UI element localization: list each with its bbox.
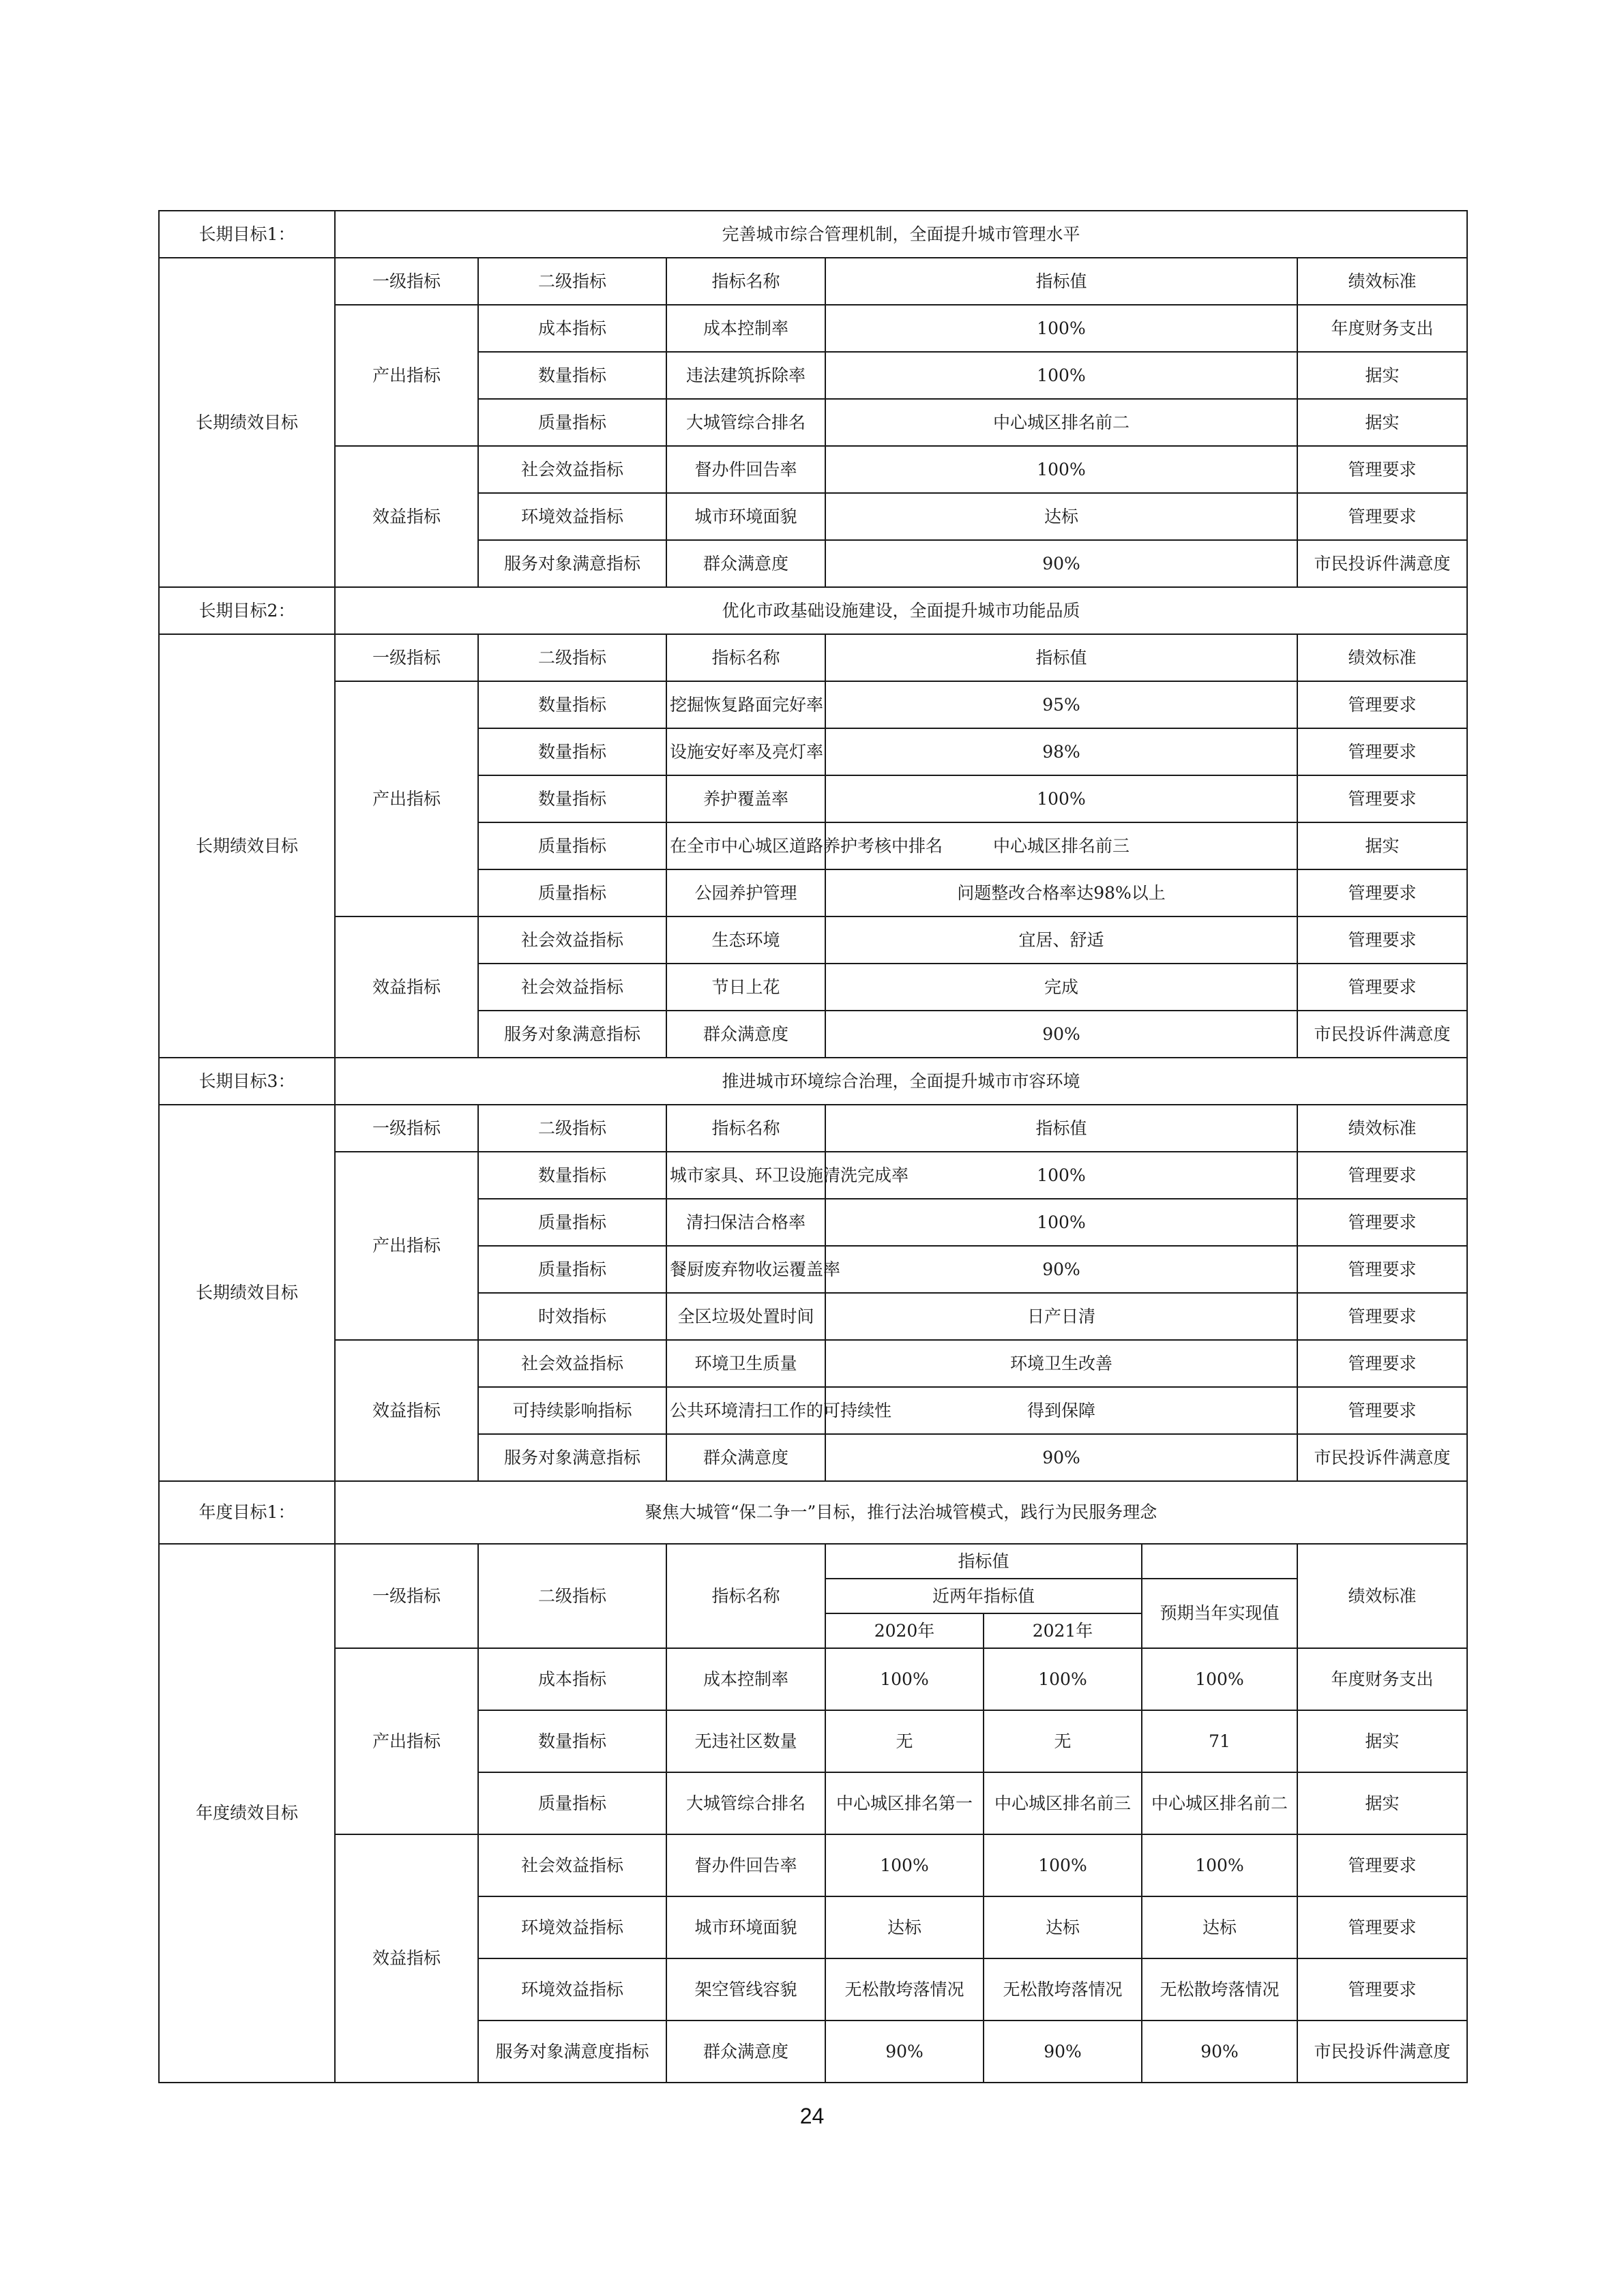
indicator-name: 大城管综合排名 bbox=[666, 399, 825, 446]
header-blank bbox=[1142, 1544, 1297, 1579]
indicator-value: 100% bbox=[825, 1199, 1297, 1246]
indicator-name: 在全市中心城区道路养护考核中排名 bbox=[666, 822, 825, 869]
header-name: 指标名称 bbox=[666, 1544, 825, 1648]
value-2020: 100% bbox=[825, 1648, 984, 1710]
level2-indicator: 社会效益指标 bbox=[478, 964, 666, 1011]
indicator-row bbox=[159, 1152, 1467, 1199]
level2-indicator: 服务对象满意指标 bbox=[478, 540, 666, 587]
value-2020: 达标 bbox=[825, 1896, 984, 1958]
indicator-name: 督办件回告率 bbox=[666, 1834, 825, 1896]
performance-standard: 年度财务支出 bbox=[1297, 1648, 1467, 1710]
goal-label: 长期目标2： bbox=[159, 587, 335, 634]
performance-standard: 管理要求 bbox=[1297, 1293, 1467, 1340]
indicator-name: 督办件回告率 bbox=[666, 446, 825, 493]
performance-standard: 管理要求 bbox=[1297, 916, 1467, 964]
page-number: 24 bbox=[799, 2104, 825, 2128]
category-label: 年度绩效目标 bbox=[159, 1544, 335, 2083]
header-level1: 一级指标 bbox=[335, 258, 478, 305]
level2-indicator: 社会效益指标 bbox=[478, 916, 666, 964]
performance-standard: 市民投诉件满意度 bbox=[1297, 2021, 1467, 2083]
performance-standard: 管理要求 bbox=[1297, 1387, 1467, 1434]
level2-indicator: 质量指标 bbox=[478, 1772, 666, 1834]
indicator-value: 中心城区排名前三 bbox=[825, 822, 1297, 869]
performance-standard: 管理要求 bbox=[1297, 728, 1467, 775]
indicator-value: 90% bbox=[825, 1434, 1297, 1481]
performance-standard: 管理要求 bbox=[1297, 1340, 1467, 1387]
indicator-row bbox=[159, 681, 1467, 728]
indicator-name: 无违社区数量 bbox=[666, 1710, 825, 1772]
level2-indicator: 服务对象满意指标 bbox=[478, 1434, 666, 1481]
value-2020: 100% bbox=[825, 1834, 984, 1896]
value-2021: 中心城区排名前三 bbox=[984, 1772, 1142, 1834]
indicator-name: 挖掘恢复路面完好率 bbox=[666, 681, 825, 728]
indicator-value: 100% bbox=[825, 352, 1297, 399]
indicator-name: 城市环境面貌 bbox=[666, 493, 825, 540]
performance-standard: 据实 bbox=[1297, 352, 1467, 399]
performance-standard: 管理要求 bbox=[1297, 1199, 1467, 1246]
indicator-name: 群众满意度 bbox=[666, 1434, 825, 1481]
level2-indicator: 质量指标 bbox=[478, 869, 666, 916]
header-level2: 二级指标 bbox=[478, 1544, 666, 1648]
value-2020: 无 bbox=[825, 1710, 984, 1772]
indicator-name: 违法建筑拆除率 bbox=[666, 352, 825, 399]
indicator-name: 环境卫生质量 bbox=[666, 1340, 825, 1387]
indicator-name: 群众满意度 bbox=[666, 540, 825, 587]
header-value: 指标值 bbox=[825, 634, 1297, 681]
indicator-row bbox=[159, 305, 1467, 352]
performance-goals-table bbox=[158, 210, 1468, 2083]
category-label: 长期绩效目标 bbox=[159, 634, 335, 1058]
goal-text: 完善城市综合管理机制，全面提升城市管理水平 bbox=[335, 211, 1467, 258]
value-expected: 无松散垮落情况 bbox=[1142, 1958, 1297, 2021]
value-2020: 中心城区排名第一 bbox=[825, 1772, 984, 1834]
category-label: 长期绩效目标 bbox=[159, 258, 335, 587]
goal-label: 长期目标3： bbox=[159, 1058, 335, 1105]
goal-text: 优化市政基础设施建设，全面提升城市功能品质 bbox=[335, 587, 1467, 634]
performance-standard: 市民投诉件满意度 bbox=[1297, 540, 1467, 587]
performance-standard: 管理要求 bbox=[1297, 681, 1467, 728]
indicator-value: 完成 bbox=[825, 964, 1297, 1011]
indicator-value: 95% bbox=[825, 681, 1297, 728]
header-expected: 预期当年实现值 bbox=[1142, 1579, 1297, 1648]
level2-indicator: 数量指标 bbox=[478, 775, 666, 822]
performance-standard: 年度财务支出 bbox=[1297, 305, 1467, 352]
indicator-row bbox=[159, 1648, 1467, 1710]
indicator-value: 90% bbox=[825, 1246, 1297, 1293]
level1-indicator: 效益指标 bbox=[335, 916, 478, 1058]
performance-standard: 管理要求 bbox=[1297, 775, 1467, 822]
indicator-name: 架空管线容貌 bbox=[666, 1958, 825, 2021]
level2-indicator: 数量指标 bbox=[478, 1152, 666, 1199]
header-standard: 绩效标准 bbox=[1297, 1105, 1467, 1152]
header-value: 指标值 bbox=[825, 1105, 1297, 1152]
level2-indicator: 社会效益指标 bbox=[478, 446, 666, 493]
indicator-value: 100% bbox=[825, 446, 1297, 493]
performance-standard: 管理要求 bbox=[1297, 869, 1467, 916]
level2-indicator: 可持续影响指标 bbox=[478, 1387, 666, 1434]
value-2020: 无松散垮落情况 bbox=[825, 1958, 984, 2021]
level2-indicator: 环境效益指标 bbox=[478, 1958, 666, 2021]
header-row bbox=[159, 1105, 1467, 1152]
value-2021: 100% bbox=[984, 1648, 1142, 1710]
performance-standard: 管理要求 bbox=[1297, 493, 1467, 540]
indicator-name: 群众满意度 bbox=[666, 2021, 825, 2083]
header-standard: 绩效标准 bbox=[1297, 634, 1467, 681]
header-name: 指标名称 bbox=[666, 258, 825, 305]
value-expected: 达标 bbox=[1142, 1896, 1297, 1958]
performance-standard: 据实 bbox=[1297, 822, 1467, 869]
level2-indicator: 成本指标 bbox=[478, 305, 666, 352]
performance-standard: 管理要求 bbox=[1297, 1958, 1467, 2021]
performance-standard: 据实 bbox=[1297, 1772, 1467, 1834]
indicator-name: 城市家具、环卫设施清洗完成率 bbox=[666, 1152, 825, 1199]
indicator-value: 100% bbox=[825, 775, 1297, 822]
indicator-name: 成本控制率 bbox=[666, 1648, 825, 1710]
level2-indicator: 成本指标 bbox=[478, 1648, 666, 1710]
indicator-name: 大城管综合排名 bbox=[666, 1772, 825, 1834]
level2-indicator: 数量指标 bbox=[478, 728, 666, 775]
header-row bbox=[159, 634, 1467, 681]
level1-indicator: 产出指标 bbox=[335, 681, 478, 916]
indicator-name: 节日上花 bbox=[666, 964, 825, 1011]
indicator-row bbox=[159, 1834, 1467, 1896]
indicator-value: 中心城区排名前二 bbox=[825, 399, 1297, 446]
header-level1: 一级指标 bbox=[335, 1105, 478, 1152]
indicator-row bbox=[159, 1340, 1467, 1387]
value-expected: 100% bbox=[1142, 1834, 1297, 1896]
level2-indicator: 质量指标 bbox=[478, 1199, 666, 1246]
header-standard: 绩效标准 bbox=[1297, 1544, 1467, 1648]
performance-standard: 市民投诉件满意度 bbox=[1297, 1011, 1467, 1058]
value-2021: 无松散垮落情况 bbox=[984, 1958, 1142, 2021]
performance-standard: 管理要求 bbox=[1297, 446, 1467, 493]
performance-standard: 市民投诉件满意度 bbox=[1297, 1434, 1467, 1481]
header-name: 指标名称 bbox=[666, 1105, 825, 1152]
header-value: 指标值 bbox=[825, 258, 1297, 305]
indicator-name: 养护覆盖率 bbox=[666, 775, 825, 822]
level2-indicator: 社会效益指标 bbox=[478, 1834, 666, 1896]
level2-indicator: 数量指标 bbox=[478, 352, 666, 399]
performance-standard: 管理要求 bbox=[1297, 1152, 1467, 1199]
level1-indicator: 产出指标 bbox=[335, 1152, 478, 1340]
indicator-name: 城市环境面貌 bbox=[666, 1896, 825, 1958]
indicator-name: 公园养护管理 bbox=[666, 869, 825, 916]
value-expected: 71 bbox=[1142, 1710, 1297, 1772]
level1-indicator: 效益指标 bbox=[335, 1834, 478, 2083]
performance-standard: 据实 bbox=[1297, 399, 1467, 446]
goal-label: 年度目标1： bbox=[159, 1481, 335, 1544]
indicator-value: 90% bbox=[825, 540, 1297, 587]
level2-indicator: 社会效益指标 bbox=[478, 1340, 666, 1387]
header-level2: 二级指标 bbox=[478, 1105, 666, 1152]
indicator-name: 餐厨废弃物收运覆盖率 bbox=[666, 1246, 825, 1293]
level2-indicator: 数量指标 bbox=[478, 681, 666, 728]
indicator-name: 公共环境清扫工作的可持续性 bbox=[666, 1387, 825, 1434]
value-2021: 达标 bbox=[984, 1896, 1142, 1958]
level2-indicator: 服务对象满意度指标 bbox=[478, 2021, 666, 2083]
indicator-value: 100% bbox=[825, 1152, 1297, 1199]
goal-text: 聚焦大城管“保二争一”目标，推行法治城管模式，践行为民服务理念 bbox=[335, 1481, 1467, 1544]
indicator-row bbox=[159, 916, 1467, 964]
value-2020: 90% bbox=[825, 2021, 984, 2083]
performance-standard: 据实 bbox=[1297, 1710, 1467, 1772]
goal-label: 长期目标1： bbox=[159, 211, 335, 258]
value-expected: 90% bbox=[1142, 2021, 1297, 2083]
indicator-name: 全区垃圾处置时间 bbox=[666, 1293, 825, 1340]
indicator-name: 清扫保洁合格率 bbox=[666, 1199, 825, 1246]
indicator-value: 日产日清 bbox=[825, 1293, 1297, 1340]
goal-row bbox=[159, 1058, 1467, 1105]
performance-standard: 管理要求 bbox=[1297, 1834, 1467, 1896]
value-expected: 100% bbox=[1142, 1648, 1297, 1710]
header-value-group: 指标值 bbox=[825, 1544, 1142, 1579]
indicator-name: 设施安好率及亮灯率 bbox=[666, 728, 825, 775]
level2-indicator: 环境效益指标 bbox=[478, 1896, 666, 1958]
header-recent-years: 近两年指标值 bbox=[825, 1579, 1142, 1613]
indicator-value: 宜居、舒适 bbox=[825, 916, 1297, 964]
header-level2: 二级指标 bbox=[478, 634, 666, 681]
indicator-value: 得到保障 bbox=[825, 1387, 1297, 1434]
level2-indicator: 质量指标 bbox=[478, 399, 666, 446]
performance-standard: 管理要求 bbox=[1297, 1896, 1467, 1958]
value-2021: 无 bbox=[984, 1710, 1142, 1772]
goal-row bbox=[159, 587, 1467, 634]
goal-text: 推进城市环境综合治理，全面提升城市市容环境 bbox=[335, 1058, 1467, 1105]
value-2021: 90% bbox=[984, 2021, 1142, 2083]
header-year-2021: 2021年 bbox=[984, 1613, 1142, 1648]
indicator-row bbox=[159, 446, 1467, 493]
indicator-value: 环境卫生改善 bbox=[825, 1340, 1297, 1387]
level2-indicator: 时效指标 bbox=[478, 1293, 666, 1340]
indicator-value: 达标 bbox=[825, 493, 1297, 540]
indicator-name: 群众满意度 bbox=[666, 1011, 825, 1058]
header-row bbox=[159, 258, 1467, 305]
indicator-value: 98% bbox=[825, 728, 1297, 775]
header-level1: 一级指标 bbox=[335, 634, 478, 681]
level1-indicator: 效益指标 bbox=[335, 446, 478, 587]
level1-indicator: 产出指标 bbox=[335, 305, 478, 446]
indicator-value: 问题整改合格率达98%以上 bbox=[825, 869, 1297, 916]
performance-standard: 管理要求 bbox=[1297, 1246, 1467, 1293]
indicator-value: 90% bbox=[825, 1011, 1297, 1058]
level2-indicator: 环境效益指标 bbox=[478, 493, 666, 540]
header-year-2020: 2020年 bbox=[825, 1613, 984, 1648]
level1-indicator: 产出指标 bbox=[335, 1648, 478, 1834]
level2-indicator: 数量指标 bbox=[478, 1710, 666, 1772]
level2-indicator: 质量指标 bbox=[478, 822, 666, 869]
header-name: 指标名称 bbox=[666, 634, 825, 681]
level2-indicator: 服务对象满意指标 bbox=[478, 1011, 666, 1058]
level2-indicator: 质量指标 bbox=[478, 1246, 666, 1293]
header-row bbox=[159, 1544, 1467, 1579]
indicator-value: 100% bbox=[825, 305, 1297, 352]
category-label: 长期绩效目标 bbox=[159, 1105, 335, 1481]
header-level1: 一级指标 bbox=[335, 1544, 478, 1648]
goal-row bbox=[159, 211, 1467, 258]
goal-row bbox=[159, 1481, 1467, 1544]
performance-standard: 管理要求 bbox=[1297, 964, 1467, 1011]
level1-indicator: 效益指标 bbox=[335, 1340, 478, 1481]
value-2021: 100% bbox=[984, 1834, 1142, 1896]
header-standard: 绩效标准 bbox=[1297, 258, 1467, 305]
indicator-name: 生态环境 bbox=[666, 916, 825, 964]
indicator-name: 成本控制率 bbox=[666, 305, 825, 352]
header-level2: 二级指标 bbox=[478, 258, 666, 305]
value-expected: 中心城区排名前二 bbox=[1142, 1772, 1297, 1834]
